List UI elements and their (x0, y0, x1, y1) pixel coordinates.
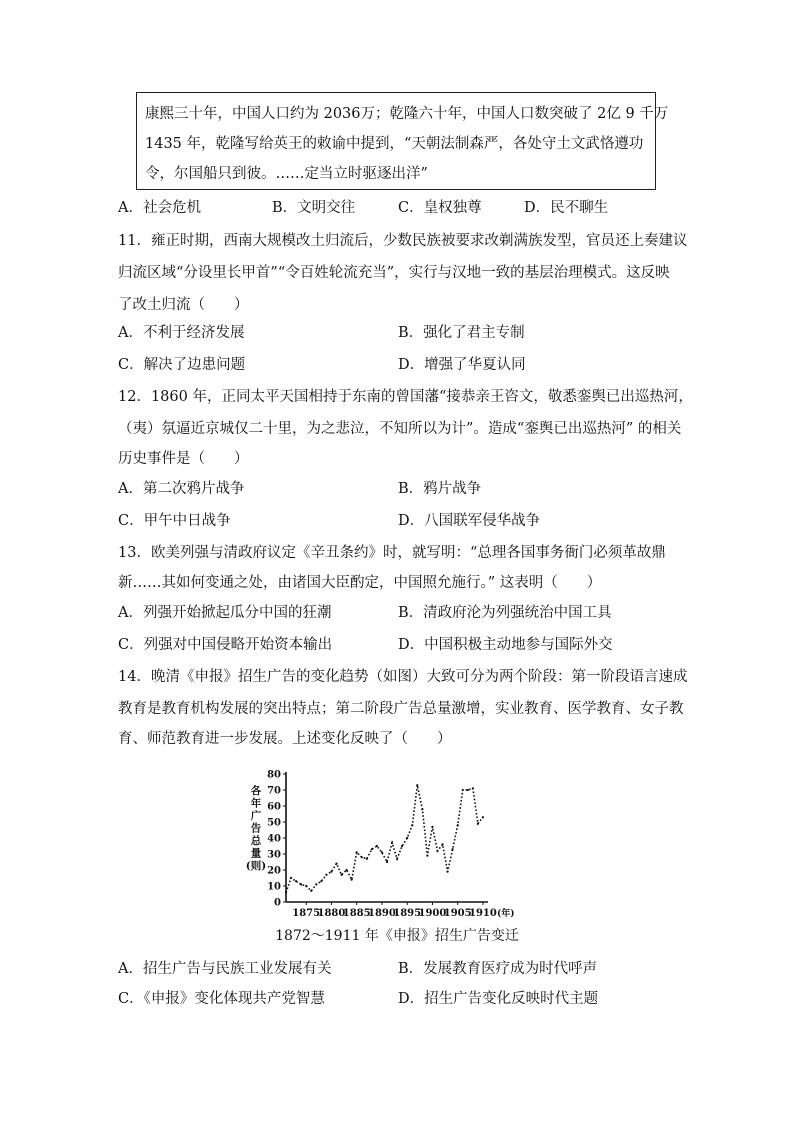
y-axis-label-char: 年 (250, 797, 262, 810)
data-point (381, 851, 383, 853)
q11-option-a[interactable]: A．不利于经济发展 (118, 325, 245, 341)
q14-option-a[interactable]: A．招生广告与民族工业发展有关 (118, 961, 332, 977)
data-point (396, 858, 398, 860)
y-tick-label: 30 (267, 849, 281, 861)
ad-trend-chart (242, 764, 515, 924)
y-tick-label: 80 (267, 769, 281, 781)
data-point (467, 789, 469, 791)
q13-option-a[interactable]: A．列强开始掀起瓜分中国的狂潮 (118, 605, 332, 621)
q11-option-c[interactable]: C．解决了边患问题 (118, 357, 246, 373)
q10-material-line-2: 1435 年，乾隆写给英王的敕谕中提到，“天朝法制森严，各处守土文武恪遵功 (145, 136, 644, 152)
q12-option-c[interactable]: C．甲午中日战争 (118, 513, 231, 529)
x-tick-label: 1900 (418, 908, 447, 919)
data-point (330, 871, 332, 873)
data-point (361, 856, 363, 858)
data-point (482, 816, 484, 818)
q14-option-c[interactable]: C．《申报》变化体现共产党智慧 (118, 991, 325, 1007)
q11-stem-line-1: 11．雍正时期，西南大规模改土归流后，少数民族被要求改剃满族发型，官员还上奏建议 (118, 233, 688, 249)
ad-trend-chart-svg (242, 764, 515, 924)
data-point (300, 883, 302, 885)
data-point (416, 784, 418, 786)
q14-option-d[interactable]: D．招生广告变化反映时代主题 (398, 991, 599, 1007)
data-point (477, 823, 479, 825)
y-tick-labels (267, 770, 286, 909)
y-axis-label-char: 量 (250, 847, 262, 860)
q12-stem-line-3: 历史事件是（ ） (118, 451, 249, 467)
series-line (285, 784, 484, 893)
y-tick-label: 40 (267, 833, 281, 845)
x-tick-label: 1875 (292, 908, 321, 919)
q14-option-b[interactable]: B．发展教育医疗成为时代呼声 (398, 961, 598, 977)
q12-option-d[interactable]: D．八国联军侵华战争 (398, 513, 541, 529)
y-tick-label: 10 (267, 881, 281, 893)
q13-option-d[interactable]: D．中国积极主动地参与国际外交 (398, 637, 613, 653)
data-point (295, 880, 297, 882)
q10-option-d[interactable]: D．民不聊生 (524, 200, 609, 216)
data-point (411, 824, 413, 826)
q11-stem-line-2: 归流区域“分设里长甲首”“令百姓轮流充当”，实行与汉地一致的基层治理模式。这反映 (118, 265, 670, 281)
q12-option-a[interactable]: A．第二次鸦片战争 (118, 481, 245, 497)
data-point (421, 808, 423, 810)
data-point (441, 843, 443, 845)
data-point (305, 885, 307, 887)
data-point (447, 871, 449, 873)
x-tick-label: 1905 (443, 908, 472, 919)
x-axis-unit: (年) (496, 909, 515, 919)
data-point (452, 848, 454, 850)
data-point (340, 874, 342, 876)
data-point (346, 869, 348, 871)
data-point (325, 874, 327, 876)
data-point (436, 850, 438, 852)
q10-option-b[interactable]: B．文明交往 (272, 200, 356, 216)
x-tick-label: 1885 (342, 908, 371, 919)
q10-material-box (136, 92, 669, 190)
y-tick-label: 70 (267, 785, 281, 797)
x-tick-label: 1895 (393, 908, 422, 919)
data-point (371, 848, 373, 850)
data-point (310, 890, 312, 892)
y-axis-label-char: 告 (250, 822, 262, 835)
q14-stem-line-3: 育、师范教育进一步发展。上述变化反映了（ ） (118, 731, 452, 747)
y-tick-label: 20 (267, 865, 281, 877)
data-point (426, 855, 428, 857)
data-point (376, 845, 378, 847)
q14-stem-line-2: 教育是教育机构发展的突出特点；第二阶段广告总量激增，实业教育、医学教育、女子教 (118, 701, 684, 717)
q14-stem-line-1: 14．晚清《申报》招生广告的变化趋势（如图）大致可分为两个阶段：第一阶段语言速成 (118, 669, 688, 685)
x-tick-labels (292, 902, 514, 919)
y-tick-label: 60 (267, 801, 281, 813)
q12-stem-line-1: 12．1860 年，正同太平天国相持于东南的曾国藩“接恭亲王咨文，敬悉銮舆已出巡热河， (118, 389, 693, 405)
data-point (335, 863, 337, 865)
y-axis-label-char: 总 (250, 835, 262, 847)
q11-stem-line-3: 了改土归流（ ） (118, 297, 249, 313)
x-tick-label: 1880 (317, 908, 346, 919)
data-point (391, 842, 393, 844)
data-point (290, 877, 292, 879)
y-axis-label-char: 广 (250, 810, 262, 822)
y-tick-label: 0 (274, 897, 281, 909)
data-point (462, 789, 464, 791)
x-tick-label: 1890 (368, 908, 396, 919)
q13-stem-line-2: 新……其如何变通之处，由诸国大臣酌定，中国照允施行。” 这表明（ ） (118, 575, 602, 591)
data-point (401, 845, 403, 847)
y-axis-label (246, 784, 266, 872)
data-point (315, 883, 317, 885)
data-point (457, 824, 459, 826)
data-point (285, 891, 287, 893)
q11-option-b[interactable]: B．强化了君主专制 (398, 325, 525, 341)
q10-option-c[interactable]: C．皇权独尊 (398, 200, 482, 216)
q12-option-b[interactable]: B．鸦片战争 (398, 481, 482, 497)
data-point (386, 861, 388, 863)
chart-caption: 1872～1911 年《申报》招生广告变迁 (275, 928, 519, 944)
data-point (356, 851, 358, 853)
q10-option-a[interactable]: A．社会危机 (118, 200, 201, 216)
x-tick-label: 1910 (469, 908, 497, 919)
y-axis-label-char: 各 (250, 785, 262, 797)
y-tick-label: 50 (267, 817, 281, 829)
data-point (406, 837, 408, 839)
q13-option-c[interactable]: C．列强对中国侵略开始资本输出 (118, 637, 333, 653)
data-point (351, 879, 353, 881)
y-axis-label-char: (则) (245, 860, 267, 872)
q12-stem-line-2: （夷）氛逼近京城仅二十里，为之悲泣，不知所以为计”。造成“銮舆已出巡热河” 的相关 (118, 421, 682, 437)
data-point (320, 880, 322, 882)
chart-axes (286, 772, 488, 902)
q10-material-line-1: 康熙三十年，中国人口约为 2036万；乾隆六十年，中国人口数突破了 2亿 9 千万 (145, 106, 669, 122)
q13-stem-line-1: 13．欧美列强与清政府议定《辛丑条约》时，就写明：“总理各国事务衙门必须革故鼎 (118, 545, 666, 561)
q13-option-b[interactable]: B．清政府沦为列强统治中国工具 (398, 605, 612, 621)
data-point (472, 787, 474, 789)
q11-option-d[interactable]: D．增强了华夏认同 (398, 357, 526, 373)
series-polyline (286, 785, 483, 892)
q10-material-line-3: 令，尔国船只到彼。……定当立时驱逐出洋” (145, 166, 428, 182)
data-point (431, 826, 433, 828)
data-point (366, 858, 368, 860)
